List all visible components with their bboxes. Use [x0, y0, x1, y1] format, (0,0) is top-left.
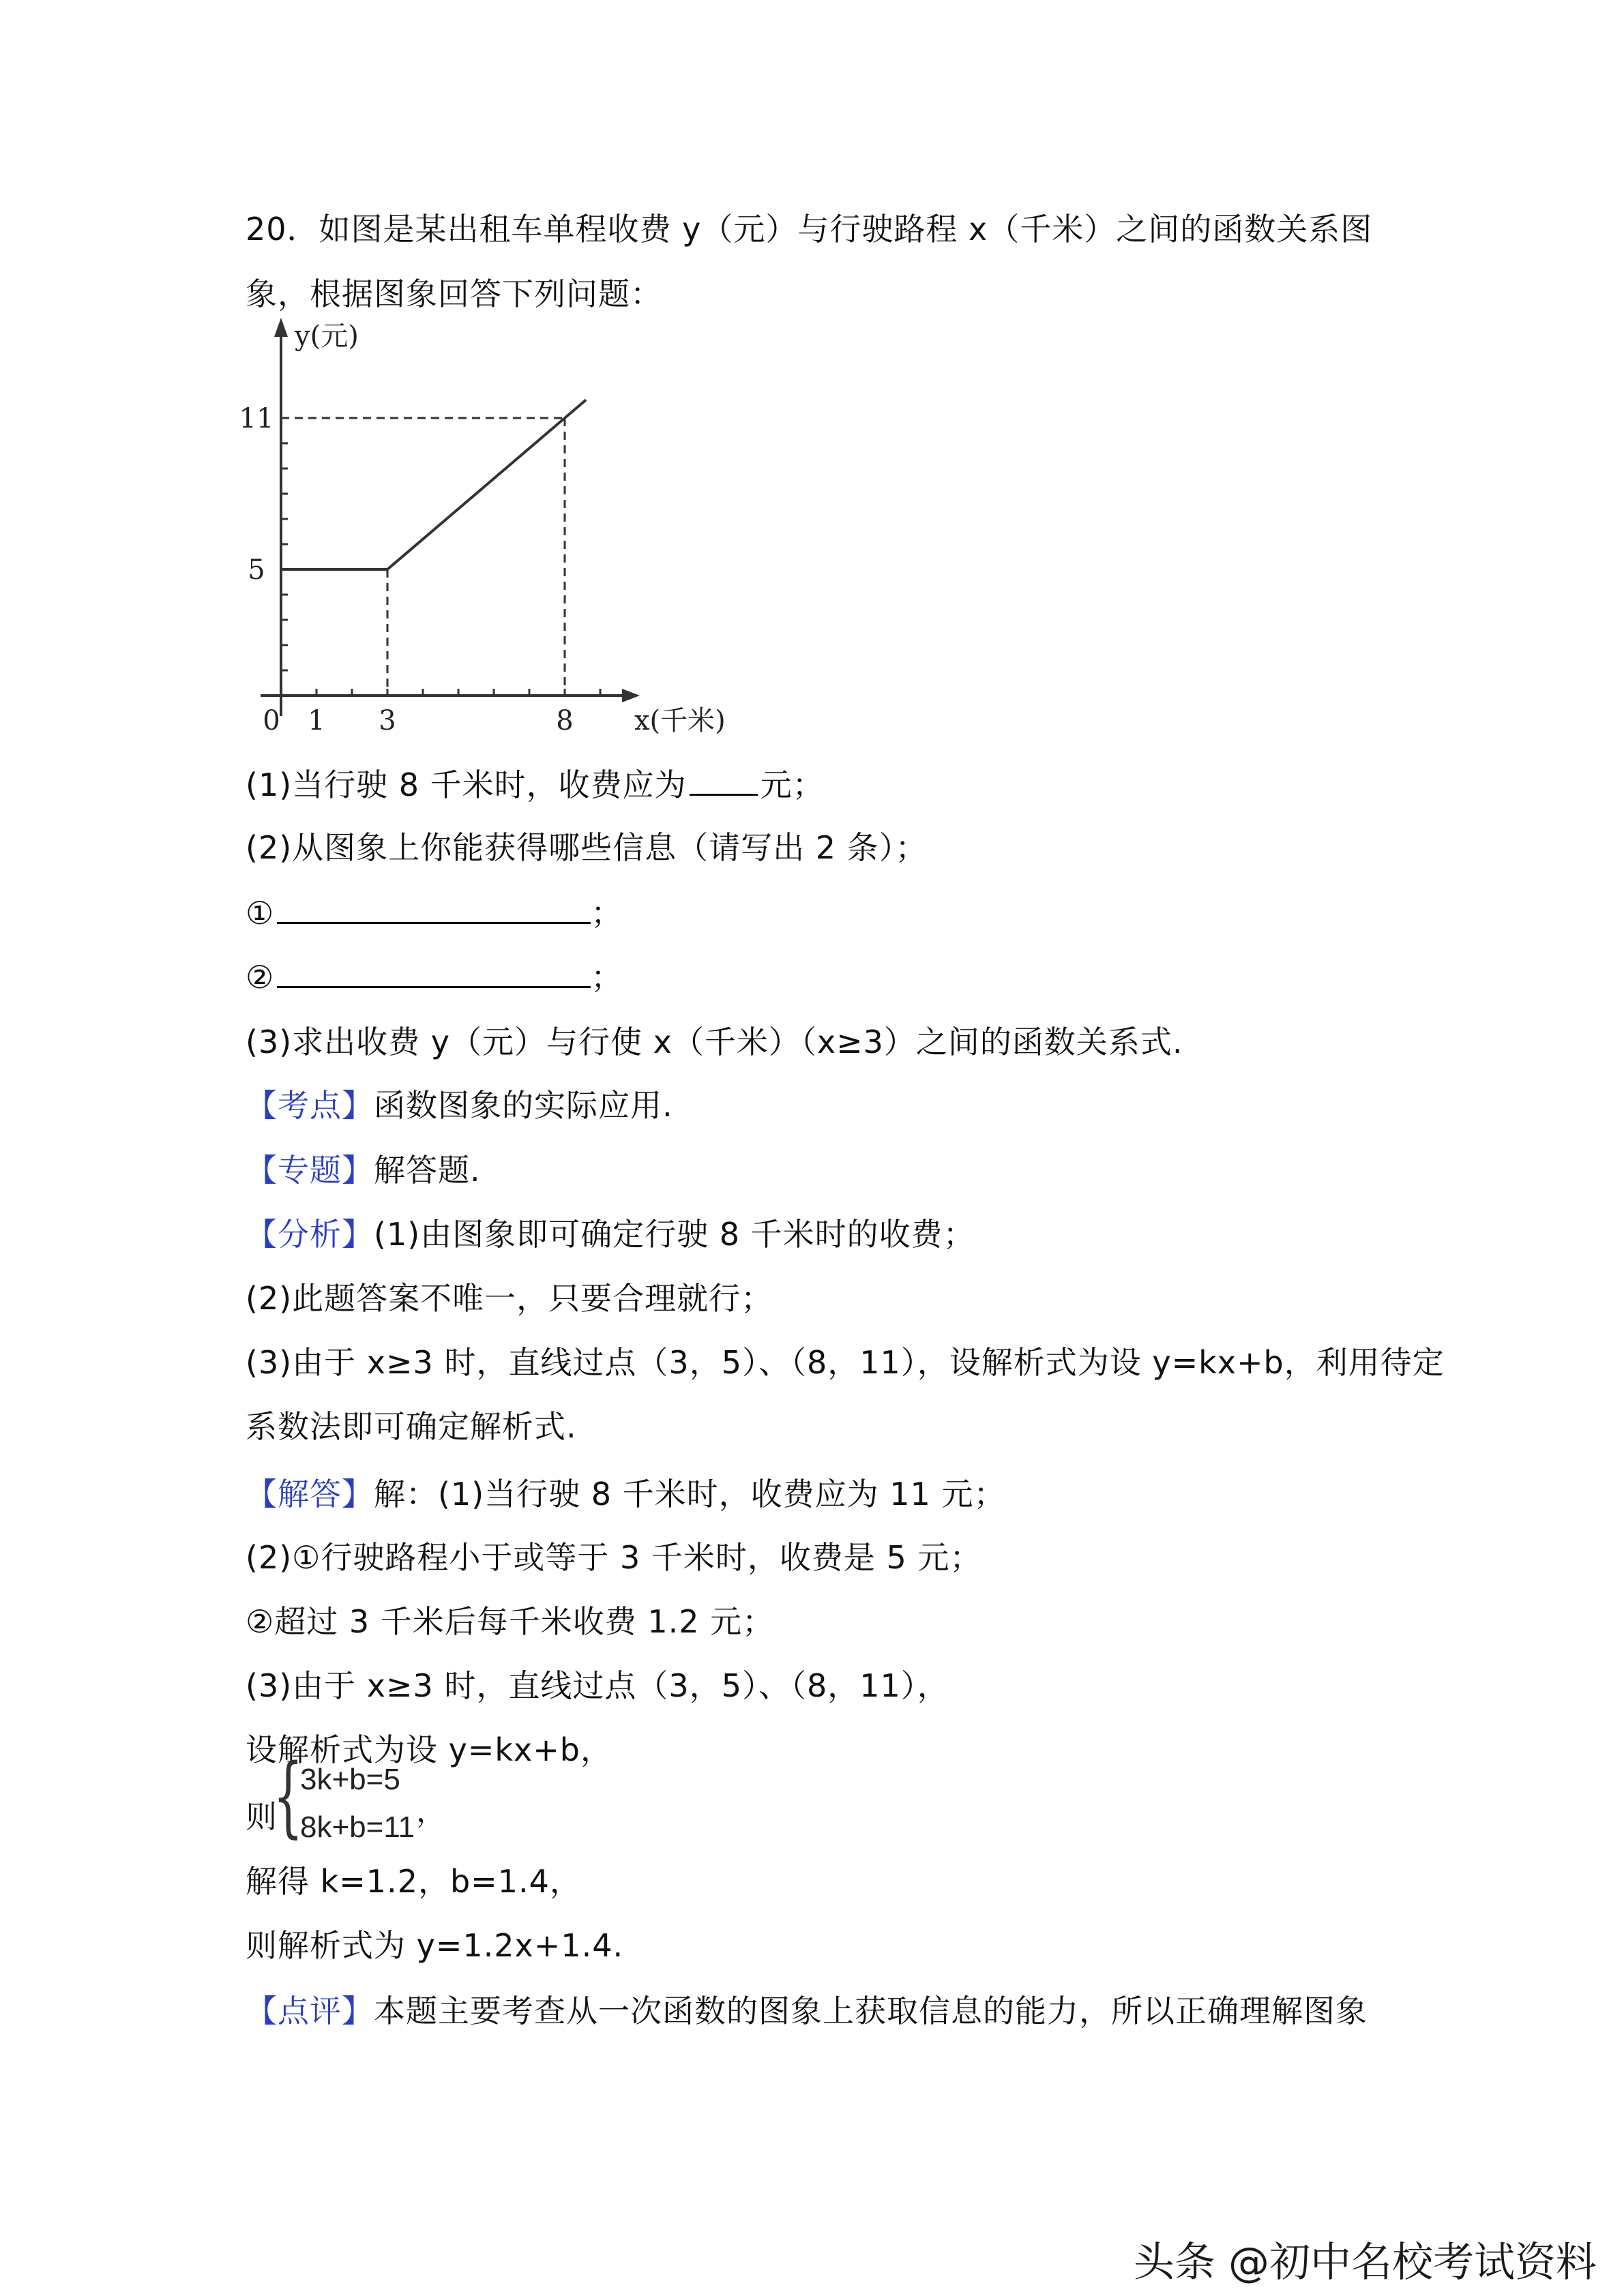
equation-brace: { [273, 1746, 304, 1847]
dashed-guides [281, 418, 565, 696]
fenxi-line-1 [246, 1213, 975, 1255]
answer-blank-2a[interactable] [277, 891, 591, 924]
jieda-tag: 【解答】 [246, 1476, 374, 1512]
question-1-unit: 元； [760, 766, 825, 803]
function-graph [232, 314, 750, 750]
answer-blank-1[interactable] [690, 762, 758, 796]
fenxi-tag: 【分析】 [246, 1216, 374, 1253]
jieda-line-2: (2)①行驶路程小于或等于 3 千米时，收费是 5 元； [246, 1539, 982, 1576]
x-tick-label-8: 8 [556, 705, 574, 736]
zhuanti-text: 解答题. [374, 1152, 481, 1189]
fare-line [281, 400, 586, 569]
jieda-line-3: ②超过 3 千米后每千米收费 1.2 元； [246, 1603, 775, 1640]
zhuanti-tag: 【专题】 [246, 1152, 374, 1189]
question-1-text: (1)当行驶 8 千米时，收费应为 [246, 766, 687, 803]
circled-two: ② [246, 959, 275, 996]
graph-series [281, 400, 586, 569]
y-axis-arrow [274, 318, 288, 337]
x-axis-arrow [622, 689, 640, 702]
fenxi-line-3: (3)由于 x≥3 时，直线过点（3，5）、（8，11），设解析式为设 y=kx+b，利用待定 [246, 1344, 1445, 1381]
jieda-text-1: 解：(1)当行驶 8 千米时，收费应为 11 元； [374, 1476, 1006, 1512]
dianping-text: 本题主要考查从一次函数的图象上获取信息的能力，所以正确理解图象 [374, 1993, 1368, 2029]
circled-one: ① [246, 895, 275, 931]
equation-prefix: 则 [246, 1798, 278, 1835]
origin-label: 0 [263, 705, 280, 736]
jieda-line-7: 则解析式为 y=1.2x+1.4. [246, 1927, 624, 1964]
equation-2: 8k+b=11 [300, 1810, 415, 1844]
fenxi-line-4: 系数法即可确定解析式. [246, 1408, 577, 1445]
question-2: (2)从图象上你能获得哪些信息（请写出 2 条）； [246, 829, 928, 866]
jieda-line-5: 设解析式为设 y=kx+b， [246, 1731, 612, 1768]
answer-blank-2b[interactable] [277, 955, 591, 988]
x-axis-label: x(千米) [634, 705, 726, 736]
kaodian-line [246, 1084, 673, 1127]
problem-line-1: 20．如图是某出租车单程收费 y（元）与行驶路程 x（千米）之间的函数关系图 [246, 211, 1373, 248]
question-1 [246, 762, 825, 806]
zhuanti-line [246, 1149, 481, 1191]
watermark: 头条 @初中名校考试资料 [1133, 2239, 1597, 2286]
jieda-line-1 [246, 1473, 1005, 1515]
dianping-line [246, 1990, 1368, 2032]
equation-comma: ， [416, 1795, 446, 1828]
question-2-item-b [246, 955, 623, 998]
fenxi-text-1: (1)由图象即可确定行驶 8 千米时的收费； [374, 1216, 975, 1253]
jieda-line-4: (3)由于 x≥3 时，直线过点（3，5）、（8，11）， [246, 1667, 949, 1704]
x-tick-label-1: 1 [308, 705, 325, 736]
question-3: (3)求出收费 y（元）与行使 x（千米）（x≥3）之间的函数关系式. [246, 1024, 1183, 1060]
jieda-line-6: 解得 k=1.2，b=1.4， [246, 1863, 582, 1900]
problem-line-2: 象，根据图象回答下列问题： [246, 275, 662, 312]
equation-1: 3k+b=5 [300, 1763, 400, 1796]
fenxi-line-2: (2)此题答案不唯一，只要合理就行； [246, 1280, 773, 1317]
question-2-item-a [246, 891, 623, 934]
semicolon: ； [591, 959, 623, 996]
y-tick-label-11: 11 [239, 403, 274, 434]
y-tick-label-5: 5 [248, 554, 265, 586]
dianping-tag: 【点评】 [246, 1993, 374, 2029]
kaodian-text: 函数图象的实际应用. [374, 1087, 673, 1124]
x-tick-label-3: 3 [379, 705, 396, 736]
semicolon: ； [591, 895, 623, 931]
kaodian-tag: 【考点】 [246, 1087, 374, 1124]
graph-labels [239, 320, 726, 736]
y-axis-label: y(元) [295, 320, 359, 352]
